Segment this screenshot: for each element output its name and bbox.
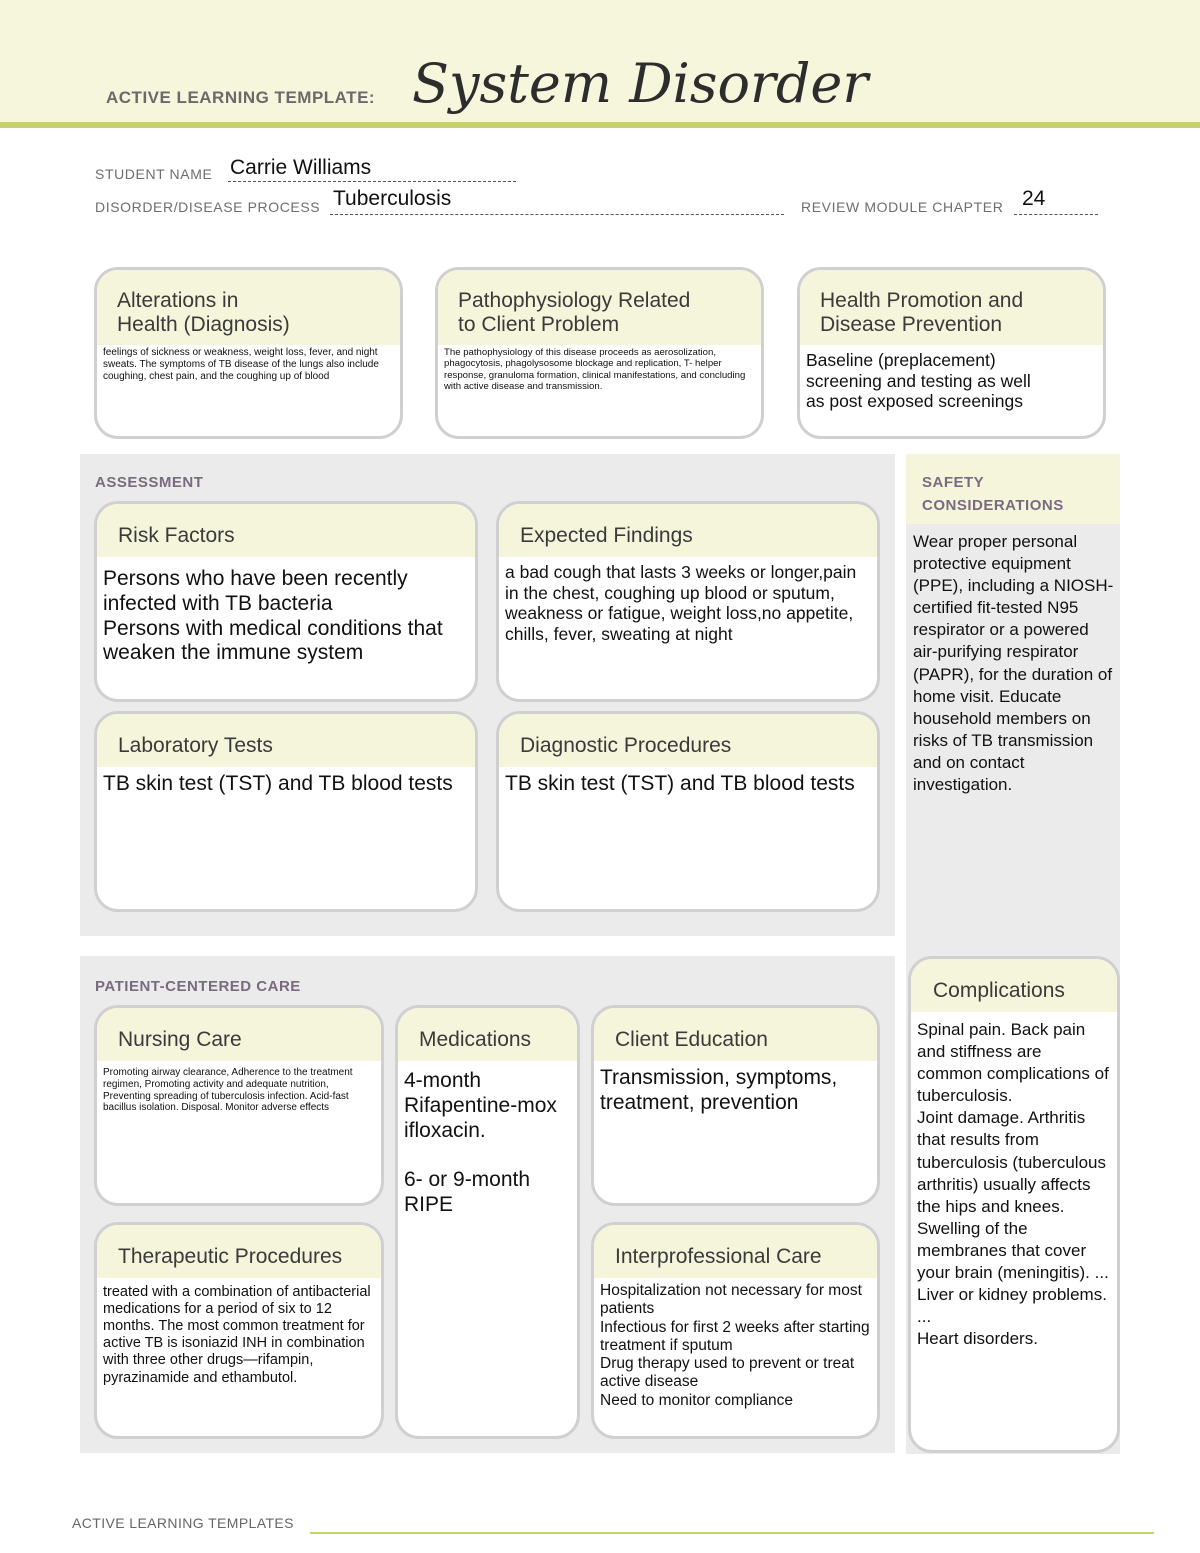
- diagnostic-procedures-text[interactable]: TB skin test (TST) and TB blood tests: [505, 772, 855, 795]
- client-education-text[interactable]: Transmission, symptoms, treatment, prevention: [600, 1066, 838, 1114]
- chapter-label: REVIEW MODULE CHAPTER: [801, 199, 1004, 215]
- pathophysiology-text[interactable]: The pathophysiology of this disease proceeds as aerosolization, phagocytosis, phagolysosome blockage and replication, T- helper response, granuloma formation, clinical manifestations, and concluding with active disease and transmission.: [444, 347, 746, 392]
- student-name-value: Carrie Williams: [230, 156, 372, 179]
- alterations-title: Alterations in Health (Diagnosis): [97, 270, 400, 345]
- health-promotion-text[interactable]: Baseline (preplacement) screening and testing as well as post exposed screenings: [806, 350, 1031, 412]
- risk-factors-title: Risk Factors: [97, 504, 475, 557]
- client-education-box: [591, 1005, 880, 1206]
- health-promotion-title: Health Promotion and Disease Prevention: [800, 270, 1103, 345]
- health-promotion-box: [797, 267, 1106, 439]
- medications-box: [395, 1005, 580, 1439]
- nursing-care-box: [94, 1005, 384, 1206]
- safety-label: SAFETY CONSIDERATIONS: [922, 474, 1064, 514]
- therapeutic-procedures-title: Therapeutic Procedures: [97, 1225, 381, 1278]
- alterations-text[interactable]: feelings of sickness or weakness, weight loss, fever, and night sweats. The symptoms of TB disease of the lungs also include coughing, chest pain, and the coughing up of blood: [103, 347, 379, 382]
- alterations-box: [94, 267, 403, 439]
- complications-title: Complications: [911, 959, 1117, 1012]
- disorder-label: DISORDER/DISEASE PROCESS: [95, 199, 321, 215]
- therapeutic-procedures-text[interactable]: treated with a combination of antibacterial medications for a period of six to 12 months. The most common treatment for active TB is isoniazid INH in combination with three other drugs—rifampin, pyrazinamide and ethambutol.: [103, 1284, 371, 1386]
- footer-label: ACTIVE LEARNING TEMPLATES: [72, 1515, 294, 1531]
- client-education-title: Client Education: [594, 1008, 877, 1061]
- chapter-value: 24: [1022, 187, 1046, 210]
- laboratory-tests-text[interactable]: TB skin test (TST) and TB blood tests: [103, 772, 453, 795]
- template-title: System Disorder: [412, 52, 869, 115]
- expected-findings-title: Expected Findings: [499, 504, 877, 557]
- pathophysiology-title: Pathophysiology Related to Client Problem: [438, 270, 761, 345]
- laboratory-tests-title: Laboratory Tests: [97, 714, 475, 767]
- template-label: ACTIVE LEARNING TEMPLATE:: [106, 88, 376, 107]
- assessment-label: ASSESSMENT: [95, 474, 204, 491]
- therapeutic-procedures-box: [94, 1222, 384, 1439]
- interprofessional-care-title: Interprofessional Care: [594, 1225, 877, 1278]
- risk-factors-text[interactable]: Persons who have been recently infected with TB bacteria Persons with medical conditions that weaken the immune system: [103, 567, 443, 665]
- footer-divider: [310, 1532, 1154, 1534]
- medications-title: Medications: [398, 1008, 577, 1061]
- interprofessional-care-box: [591, 1222, 880, 1439]
- nursing-care-title: Nursing Care: [97, 1008, 381, 1061]
- nursing-care-text[interactable]: Promoting airway clearance, Adherence to the treatment regimen, Promoting activity and adequate nutrition, Preventing spreading of tuberculosis infection. Acid-fast bacillus isolation. Disposal. Monitor adverse effects: [103, 1067, 353, 1114]
- interprofessional-care-text[interactable]: Hospitalization not necessary for most patients Infectious for first 2 weeks after starting treatment if sputum Drug therapy used to prevent or treat active disease Need to monitor compliance: [600, 1282, 870, 1409]
- complications-text[interactable]: Spinal pain. Back pain and stiffness are common complications of tuberculosis. Joint damage. Arthritis that results from tuberculosis (tuberculous arthritis) usually affects the hips and knees. Swelling of the membranes that cover your brain (meningitis). ... Liver or kidney problems. ... Heart disorders.: [917, 1020, 1109, 1349]
- laboratory-tests-box: [94, 711, 478, 912]
- disorder-value: Tuberculosis: [333, 187, 452, 210]
- header-divider: [0, 122, 1200, 128]
- diagnostic-procedures-box: [496, 711, 880, 912]
- medications-text[interactable]: 4-month Rifapentine-mox ifloxacin. 6- or 9-month RIPE: [404, 1069, 557, 1216]
- safety-text[interactable]: Wear proper personal protective equipment (PPE), including a NIOSH-certified fit-tested N95 respirator or a powered air-purifying respirator (PAPR), for the duration of home visit. Educate household members on risks of TB transmission and on contact investigation.: [913, 532, 1114, 795]
- diagnostic-procedures-title: Diagnostic Procedures: [499, 714, 877, 767]
- pathophysiology-box: [435, 267, 764, 439]
- expected-findings-box: [496, 501, 880, 702]
- complications-box: [908, 956, 1120, 1453]
- student-name-label: STUDENT NAME: [95, 166, 213, 182]
- expected-findings-text[interactable]: a bad cough that lasts 3 weeks or longer,pain in the chest, coughing up blood or sputum, weakness or fatigue, weight loss,no appetite, chills, fever, sweating at night: [505, 562, 857, 644]
- patient-care-label: PATIENT-CENTERED CARE: [95, 978, 301, 995]
- risk-factors-box: [94, 501, 478, 702]
